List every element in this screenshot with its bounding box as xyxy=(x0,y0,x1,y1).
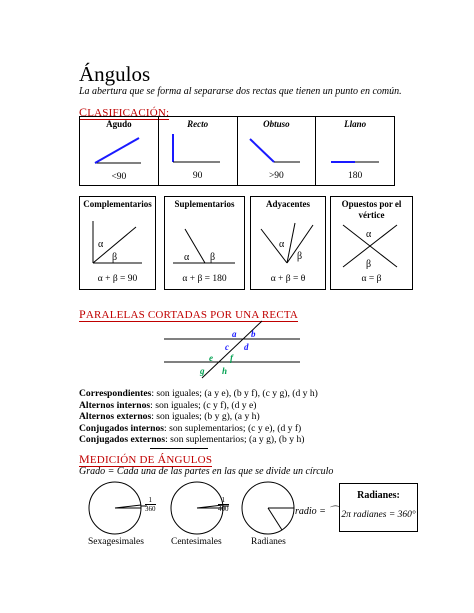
letter-d: d xyxy=(244,342,249,352)
definition-text: : son suplementarios; (c y e), (d y f) xyxy=(164,422,302,434)
fraction-numerator: 1 xyxy=(148,496,152,504)
value-obtuso: >90 xyxy=(268,171,284,181)
label-suplementarios: Suplementarios xyxy=(174,199,235,209)
beta-symbol: β xyxy=(366,259,372,269)
cell-recto xyxy=(158,117,237,186)
heading-rest: LASIFICACIÓN: xyxy=(87,107,170,119)
definition-term: Conjugados externos xyxy=(79,434,166,446)
definition-row xyxy=(79,434,318,446)
heading-rest: EDICIÓN DE xyxy=(89,454,158,466)
formula-opuestos: α = β xyxy=(361,274,382,284)
label-opuestos-line2: vértice xyxy=(358,210,385,220)
letter-g: g xyxy=(200,366,205,376)
alpha-symbol: α xyxy=(279,239,285,250)
alpha-symbol: α xyxy=(366,229,372,240)
supplementary-figure xyxy=(165,217,244,267)
definition-term: Alternos externos xyxy=(79,411,152,423)
formula-complementarios: α + β = 90 xyxy=(97,274,138,284)
fraction-numerator: 1 xyxy=(221,496,225,504)
caption-radianes: Radianes xyxy=(251,537,286,547)
grado-definition: Grado = Cada una de las partes en las que se divide un círculo xyxy=(79,466,334,477)
fraction-denominator: 360 xyxy=(145,505,156,513)
alpha-symbol: α xyxy=(98,239,104,250)
beta-symbol: β xyxy=(297,251,303,262)
heading-rest: NGULOS xyxy=(166,454,213,466)
classification-table-1 xyxy=(79,116,395,186)
heading-initial: P xyxy=(79,307,86,321)
definition-term: Alternos internos xyxy=(79,399,151,411)
cell-llano xyxy=(316,117,395,186)
heading-rest: ARALELAS CORTADAS POR UNA RECTA xyxy=(85,309,299,321)
caption-centesimales: Centesimales xyxy=(171,537,222,547)
formula-suplementarios: α + β = 180 xyxy=(182,274,227,284)
letter-h: h xyxy=(222,366,228,376)
radio-label: radio = ⌒ xyxy=(295,506,339,517)
definition-term: Correspondientes xyxy=(79,388,152,399)
label-adyacentes: Adyacentes xyxy=(266,199,310,209)
page-subtitle: La abertura que se forma al separarse dos rectas que tienen un punto en común. xyxy=(79,86,402,97)
vertical-angles-figure xyxy=(331,219,412,269)
measurement-circles xyxy=(79,478,329,540)
label-complementarios: Complementarios xyxy=(83,199,152,209)
box-opuestos xyxy=(330,196,413,290)
fraction-centesimal xyxy=(218,496,229,513)
value-recto: 90 xyxy=(192,171,203,181)
beta-symbol: β xyxy=(210,252,216,263)
alpha-symbol: α xyxy=(184,252,190,263)
letter-c: c xyxy=(225,342,229,352)
box-adyacentes xyxy=(250,196,326,290)
radianes-box-formula: 2π radianes = 360° xyxy=(341,510,416,520)
radianes-box xyxy=(339,483,418,532)
angle-pairs-definitions xyxy=(79,388,318,446)
section-heading-measurement xyxy=(79,452,212,467)
value-agudo: <90 xyxy=(111,172,127,182)
letter-f: f xyxy=(230,353,233,363)
parallel-lines-diagram xyxy=(150,318,310,382)
definition-text: : son iguales; (b y g), (a y h) xyxy=(151,411,260,423)
definition-row xyxy=(79,423,318,435)
label-opuestos-line1: Opuestos por el xyxy=(341,199,402,209)
heading-initial: C xyxy=(79,105,88,119)
label-llano: Llano xyxy=(344,119,367,129)
definition-row xyxy=(79,411,318,423)
label-obtuso: Obtuso xyxy=(263,119,290,129)
heading-initial: Á xyxy=(157,452,167,466)
definition-text: : son iguales; (a y e), (b y f), (c y g), (d y h) xyxy=(151,388,318,399)
divider xyxy=(150,448,208,449)
cell-agudo xyxy=(80,117,159,186)
caption-sexagesimales: Sexagesimales xyxy=(88,537,144,547)
fraction-denominator: 400 xyxy=(218,505,229,513)
definition-text: : son iguales; (c y f), (d y e) xyxy=(150,399,257,411)
letter-a: a xyxy=(232,329,237,339)
heading-initial: M xyxy=(79,452,90,466)
box-complementarios xyxy=(79,196,156,290)
letter-b: b xyxy=(251,329,256,339)
definition-row xyxy=(79,388,318,400)
letter-e: e xyxy=(209,353,213,363)
value-llano: 180 xyxy=(348,171,363,181)
definition-text: : son suplementarios; (a y g), (b y h) xyxy=(165,434,305,446)
label-agudo: Agudo xyxy=(106,119,132,129)
page-title: Ángulos xyxy=(79,62,151,86)
fraction-sexagesimal xyxy=(145,496,156,513)
box-suplementarios xyxy=(164,196,245,290)
complementary-figure xyxy=(80,217,155,267)
definition-row xyxy=(79,400,318,412)
adjacent-figure xyxy=(251,217,325,267)
cell-obtuso xyxy=(237,117,316,186)
beta-symbol: β xyxy=(112,252,118,263)
obtuse-angle-figure xyxy=(238,129,314,169)
acute-angle-figure xyxy=(81,130,157,170)
right-angle-figure xyxy=(160,129,236,169)
definition-term: Conjugados internos xyxy=(79,422,165,434)
label-recto: Recto xyxy=(187,119,209,129)
straight-angle-figure xyxy=(317,129,393,169)
formula-adyacentes: α + β = θ xyxy=(270,274,306,284)
radianes-box-title: Radianes: xyxy=(357,490,400,501)
